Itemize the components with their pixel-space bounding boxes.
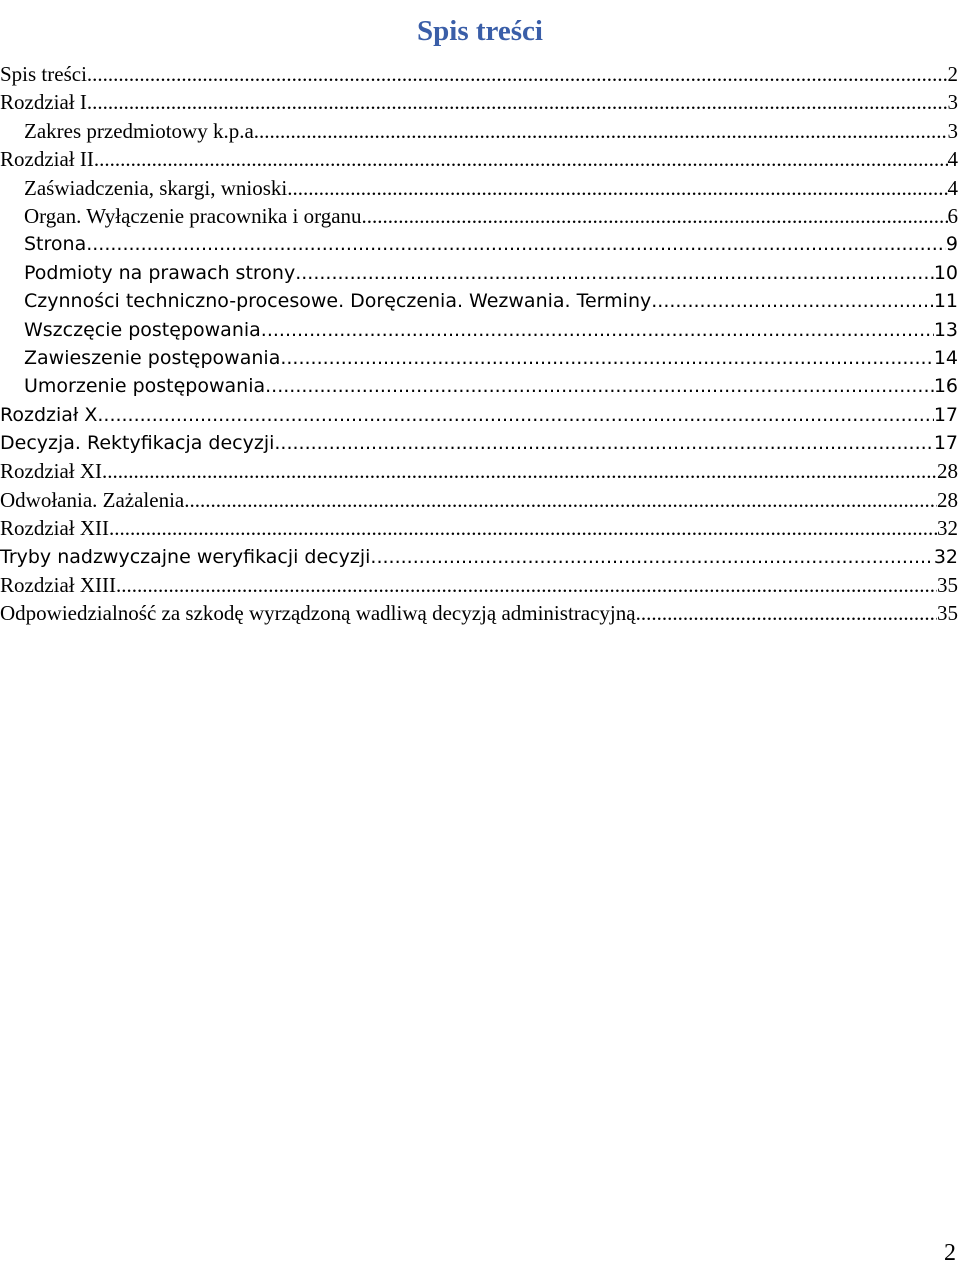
toc-entry[interactable] bbox=[0, 259, 960, 287]
toc-entry[interactable] bbox=[0, 88, 960, 116]
toc-entry-page: 3 bbox=[947, 118, 958, 143]
toc-entry-page: 13 bbox=[933, 318, 958, 341]
toc-entry-page: 14 bbox=[933, 346, 958, 369]
toc-dot-leader bbox=[86, 230, 946, 258]
toc-entry[interactable] bbox=[0, 287, 960, 315]
toc-entry-page: 17 bbox=[933, 432, 958, 455]
page-number: 2 bbox=[944, 1240, 956, 1266]
toc-entry[interactable] bbox=[0, 60, 960, 88]
toc-entry-label: Odpowiedzialność za szkodę wyrządzoną wadliwą decyzją administracyjną bbox=[0, 601, 636, 626]
toc-entry-label: Umorzenie postępowania. bbox=[24, 375, 272, 398]
toc-entry-page: 4 bbox=[947, 175, 958, 200]
toc-entry-page: 11 bbox=[933, 290, 958, 313]
toc-dot-leader bbox=[261, 316, 934, 344]
toc-entry-page: 9 bbox=[945, 233, 958, 256]
toc-entry-page: 17 bbox=[933, 403, 958, 426]
toc-dot-leader bbox=[271, 372, 934, 400]
toc-entry-label: Odwołania. Zażalenia bbox=[0, 487, 185, 512]
toc-dot-leader bbox=[116, 571, 937, 599]
toc-entry[interactable] bbox=[0, 316, 960, 344]
toc-entry[interactable] bbox=[0, 486, 960, 514]
toc-dot-leader bbox=[94, 145, 948, 173]
toc-dot-leader bbox=[287, 174, 947, 202]
toc-entry[interactable] bbox=[0, 230, 960, 258]
table-of-contents bbox=[0, 60, 960, 628]
toc-entry-label: Wszczęcie postępowania bbox=[24, 318, 261, 341]
toc-entry[interactable] bbox=[0, 174, 960, 202]
page-title: Spis treści bbox=[417, 15, 543, 48]
toc-dot-leader bbox=[362, 202, 948, 230]
toc-entry-label: Rozdział XI bbox=[0, 459, 103, 484]
toc-entry-page: 2 bbox=[947, 62, 958, 86]
toc-dot-leader bbox=[370, 543, 933, 571]
toc-entry[interactable] bbox=[0, 344, 960, 372]
toc-entry-label: Rozdział I bbox=[0, 90, 87, 115]
toc-dot-leader bbox=[97, 401, 933, 429]
toc-entry-page: 28 bbox=[937, 459, 958, 484]
toc-dot-leader bbox=[259, 117, 947, 145]
toc-dot-leader bbox=[295, 259, 934, 287]
toc-entry-page: 32 bbox=[937, 516, 958, 541]
toc-entry[interactable] bbox=[0, 457, 960, 485]
toc-entry-page: 35 bbox=[937, 601, 958, 626]
toc-entry-page: 10 bbox=[933, 261, 958, 284]
toc-entry-label: Rozdział X bbox=[0, 403, 98, 426]
toc-entry-label: Spis treści bbox=[0, 62, 87, 86]
toc-entry-label: Tryby nadzwyczajne weryfikacji decyzji bbox=[0, 545, 371, 568]
toc-entry-label: Rozdział XII bbox=[0, 516, 110, 541]
toc-entry-page: 35 bbox=[937, 573, 958, 598]
toc-dot-leader bbox=[636, 599, 937, 627]
toc-entry[interactable] bbox=[0, 543, 960, 571]
toc-entry[interactable] bbox=[0, 372, 960, 400]
toc-entry[interactable] bbox=[0, 599, 960, 627]
toc-entry-label: Zaświadczenia, skargi, wnioski bbox=[24, 175, 288, 200]
toc-entry-page: 4 bbox=[947, 147, 958, 172]
toc-dot-leader bbox=[184, 486, 937, 514]
toc-entry-page: 32 bbox=[933, 545, 958, 568]
toc-dot-leader bbox=[102, 457, 937, 485]
toc-entry-label: Zakres przedmiotowy k.p.a. bbox=[24, 118, 260, 143]
toc-entry-label: Rozdział II bbox=[0, 147, 94, 172]
toc-entry-label: Organ. Wyłączenie pracownika i organu bbox=[24, 203, 362, 228]
toc-entry[interactable] bbox=[0, 514, 960, 542]
toc-dot-leader bbox=[87, 60, 948, 88]
toc-entry-label: Rozdział XIII bbox=[0, 573, 117, 598]
toc-entry-label: Strona bbox=[24, 233, 87, 256]
toc-entry[interactable] bbox=[0, 401, 960, 429]
toc-entry[interactable] bbox=[0, 202, 960, 230]
toc-entry[interactable] bbox=[0, 117, 960, 145]
toc-entry-page: 3 bbox=[947, 90, 958, 115]
toc-entry-page: 6 bbox=[947, 203, 958, 228]
toc-entry-label: Podmioty na prawach strony bbox=[24, 261, 296, 284]
toc-dot-leader bbox=[109, 514, 937, 542]
toc-dot-leader bbox=[274, 429, 933, 457]
toc-dot-leader bbox=[280, 344, 933, 372]
toc-entry[interactable] bbox=[0, 429, 960, 457]
toc-dot-leader bbox=[87, 88, 948, 116]
toc-entry-page: 16 bbox=[933, 375, 958, 398]
toc-entry-label: Decyzja. Rektyfikacja decyzji bbox=[0, 432, 275, 455]
toc-dot-leader bbox=[651, 287, 934, 315]
toc-entry-label: Zawieszenie postępowania bbox=[24, 346, 281, 369]
toc-entry[interactable] bbox=[0, 145, 960, 173]
toc-entry-page: 28 bbox=[937, 487, 958, 512]
toc-entry[interactable] bbox=[0, 571, 960, 599]
toc-entry-label: Czynności techniczno-procesowe. Doręczenia. Wezwania. Terminy bbox=[24, 290, 652, 313]
